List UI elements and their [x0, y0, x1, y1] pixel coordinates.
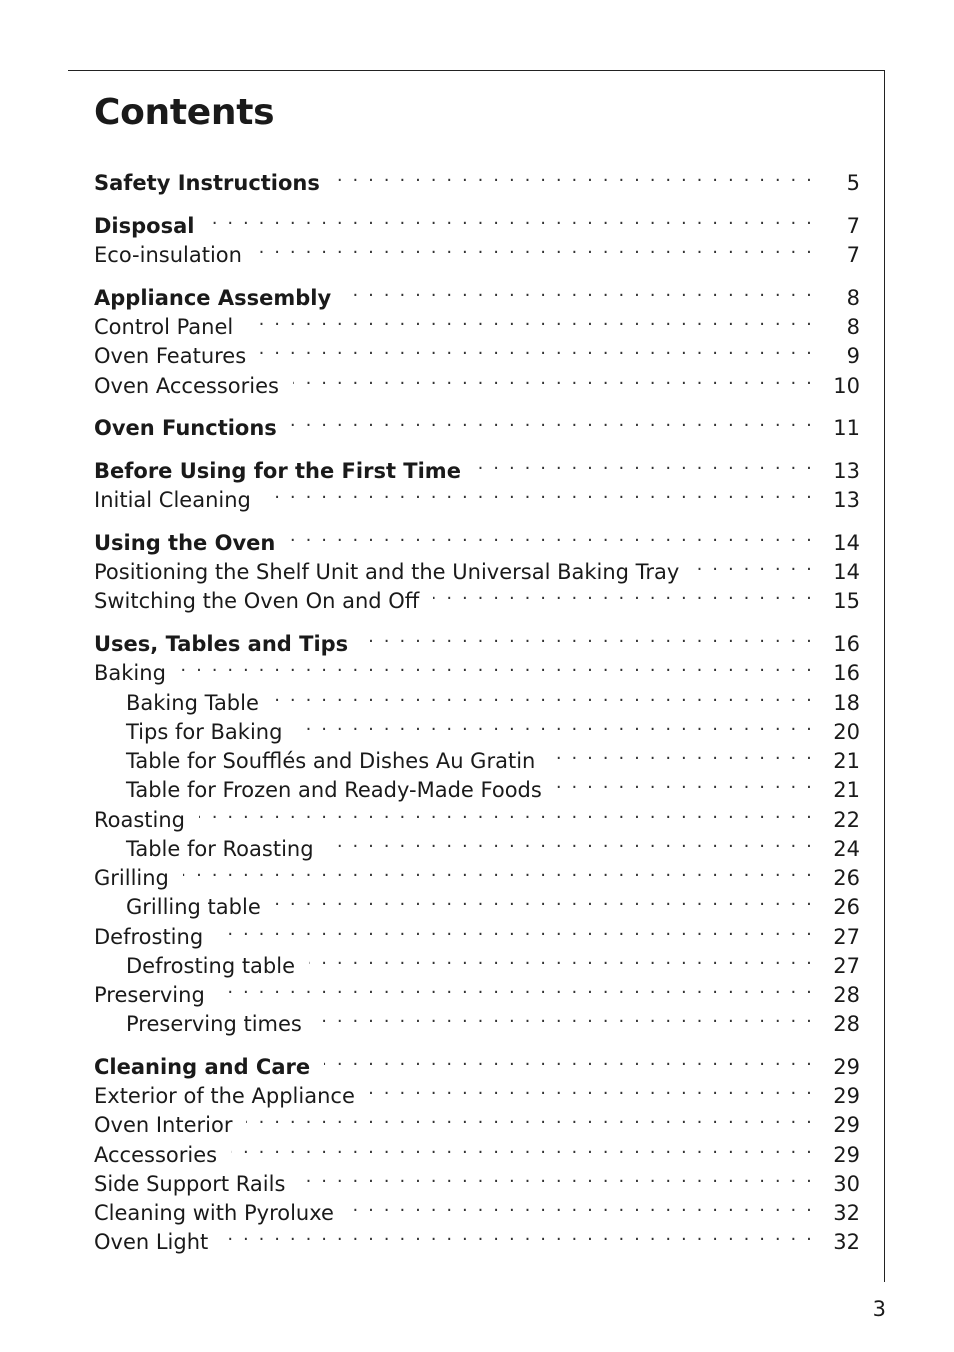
dot-leader — [256, 233, 814, 262]
dot-leader — [293, 364, 814, 393]
toc-entry-page: 26 — [833, 895, 860, 919]
toc-entry-label: Preserving — [94, 983, 205, 1007]
toc-entry-page: 29 — [833, 1055, 860, 1079]
dot-leader — [296, 710, 814, 739]
toc-entry-label: Table for Soufflés and Dishes Au Gratin — [126, 749, 536, 773]
toc-entry-page: 11 — [833, 416, 860, 440]
toc-entry-oven-interior[interactable] — [94, 1103, 860, 1137]
dot-leader — [475, 449, 814, 478]
toc-entry-page: 28 — [833, 983, 860, 1007]
page-number: 3 — [872, 1297, 886, 1321]
toc-entry-label: Before Using for the First Time — [94, 459, 461, 483]
toc-entry-label: Using the Oven — [94, 531, 276, 555]
toc-entry-positioning-shelf[interactable] — [94, 550, 860, 584]
right-rule — [884, 70, 885, 1282]
toc-entry-label: Disposal — [94, 214, 195, 238]
toc-entry-label: Defrosting table — [126, 954, 296, 978]
toc-entry-label: Safety Instructions — [94, 171, 320, 195]
dot-leader — [324, 1045, 814, 1074]
toc-entry-page: 27 — [833, 925, 860, 949]
dot-leader — [334, 161, 814, 190]
toc-entry-grilling-table[interactable] — [94, 885, 860, 919]
toc-entry-eco-insulation[interactable] — [94, 233, 860, 267]
dot-leader — [299, 1162, 814, 1191]
toc-entry-label: Defrosting — [94, 925, 204, 949]
toc-entry-page: 16 — [833, 632, 860, 656]
toc-entry-exterior[interactable] — [94, 1074, 860, 1108]
toc-entry-page: 22 — [833, 808, 860, 832]
toc-entry-label: Oven Functions — [94, 416, 277, 440]
toc-entry-disposal[interactable] — [94, 204, 860, 238]
toc-entry-cleaning-pyroluxe[interactable] — [94, 1191, 860, 1225]
toc-entry-label: Switching the Oven On and Off — [94, 589, 420, 613]
dot-leader — [291, 406, 814, 435]
toc-entry-page: 13 — [833, 488, 860, 512]
dot-leader — [693, 550, 814, 579]
toc-entry-page: 7 — [846, 243, 860, 267]
toc-entry-page: 26 — [833, 866, 860, 890]
toc-entry-side-support-rails[interactable] — [94, 1162, 860, 1196]
dot-leader — [316, 1002, 814, 1031]
page-title: Contents — [94, 92, 275, 133]
toc-entry-initial-cleaning[interactable] — [94, 478, 860, 512]
toc-entry-using-the-oven[interactable] — [94, 521, 860, 555]
toc-entry-page: 20 — [833, 720, 860, 744]
toc-entry-oven-accessories[interactable] — [94, 364, 860, 398]
toc-entry-label: Oven Light — [94, 1230, 209, 1254]
toc-entry-page: 32 — [833, 1230, 860, 1254]
toc-entry-switching-on-off[interactable] — [94, 579, 860, 613]
toc-entry-before-using[interactable] — [94, 449, 860, 483]
toc-entry-page: 8 — [846, 286, 860, 310]
toc-entry-oven-functions[interactable] — [94, 406, 860, 440]
toc-entry-appliance-assembly[interactable] — [94, 276, 860, 310]
toc-entry-label: Positioning the Shelf Unit and the Universal Baking Tray — [94, 560, 680, 584]
toc-entry-page: 24 — [833, 837, 860, 861]
dot-leader — [246, 1103, 814, 1132]
toc-entry-label: Oven Accessories — [94, 374, 279, 398]
toc-entry-defrosting[interactable] — [94, 915, 860, 949]
toc-entry-page: 15 — [833, 589, 860, 613]
toc-entry-label: Grilling table — [126, 895, 261, 919]
dot-leader — [345, 276, 814, 305]
dot-leader — [180, 651, 814, 680]
toc-entry-label: Baking — [94, 661, 166, 685]
toc-entry-label: Side Support Rails — [94, 1172, 286, 1196]
toc-entry-page: 27 — [833, 954, 860, 978]
toc-entry-page: 14 — [833, 560, 860, 584]
toc-entry-uses-tables-tips[interactable] — [94, 622, 860, 656]
toc-entry-label: Tips for Baking — [126, 720, 283, 744]
toc-entry-label: Oven Features — [94, 344, 247, 368]
dot-leader — [362, 622, 814, 651]
dot-leader — [260, 334, 814, 363]
toc-entry-label: Grilling — [94, 866, 169, 890]
dot-leader — [348, 1191, 814, 1220]
dot-leader — [183, 856, 814, 885]
toc-entry-label: Appliance Assembly — [94, 286, 332, 310]
toc-entry-oven-features[interactable] — [94, 334, 860, 368]
dot-leader — [328, 827, 814, 856]
dot-leader — [275, 885, 814, 914]
toc-entry-label: Oven Interior — [94, 1113, 233, 1137]
toc-entry-baking[interactable] — [94, 651, 860, 685]
toc-entry-defrosting-table[interactable] — [94, 944, 860, 978]
toc-entry-grilling[interactable] — [94, 856, 860, 890]
dot-leader — [219, 973, 814, 1002]
toc-entry-label: Roasting — [94, 808, 186, 832]
top-rule — [68, 70, 885, 71]
dot-leader — [265, 478, 814, 507]
dot-leader — [208, 204, 814, 233]
toc-entry-page: 9 — [846, 344, 860, 368]
toc-entry-tips-for-baking[interactable] — [94, 710, 860, 744]
dot-leader — [549, 739, 814, 768]
toc-entry-page: 16 — [833, 661, 860, 685]
toc-entry-page: 5 — [846, 171, 860, 195]
toc-entry-label: Control Panel — [94, 315, 234, 339]
toc-entry-page: 28 — [833, 1012, 860, 1036]
toc-entry-label: Eco-insulation — [94, 243, 242, 267]
toc-entry-page: 10 — [833, 374, 860, 398]
toc-entry-control-panel[interactable] — [94, 305, 860, 339]
toc-entry-page: 29 — [833, 1143, 860, 1167]
toc-entry-page: 18 — [833, 691, 860, 715]
toc-entry-label: Preserving times — [126, 1012, 302, 1036]
dot-leader — [369, 1074, 814, 1103]
toc-entry-table-for-roasting[interactable] — [94, 827, 860, 861]
dot-leader — [222, 1220, 814, 1249]
dot-leader — [217, 915, 814, 944]
dot-leader — [556, 768, 814, 797]
toc-entry-label: Cleaning with Pyroluxe — [94, 1201, 334, 1225]
toc-entry-page: 13 — [833, 459, 860, 483]
toc-entry-label: Uses, Tables and Tips — [94, 632, 349, 656]
toc-entry-souffles-au-gratin[interactable] — [94, 739, 860, 773]
toc-entry-label: Baking Table — [126, 691, 259, 715]
toc-entry-label: Accessories — [94, 1143, 218, 1167]
toc-entry-oven-light[interactable] — [94, 1220, 860, 1254]
toc-entry-page: 30 — [833, 1172, 860, 1196]
toc-entry-page: 14 — [833, 531, 860, 555]
toc-entry-label: Table for Frozen and Ready-Made Foods — [126, 778, 542, 802]
toc-entry-label: Exterior of the Appliance — [94, 1084, 355, 1108]
toc-entry-safety-instructions[interactable] — [94, 161, 860, 195]
toc-entry-preserving[interactable] — [94, 973, 860, 1007]
toc-entry-page: 21 — [833, 778, 860, 802]
toc-entry-label: Initial Cleaning — [94, 488, 251, 512]
dot-leader — [273, 681, 814, 710]
toc-entry-baking-table[interactable] — [94, 681, 860, 715]
dot-leader — [309, 944, 814, 973]
dot-leader — [231, 1133, 814, 1162]
toc-entry-page: 29 — [833, 1113, 860, 1137]
toc-entry-accessories[interactable] — [94, 1133, 860, 1167]
dot-leader — [199, 798, 814, 827]
dot-leader — [433, 579, 814, 608]
toc-entry-frozen-ready-made[interactable] — [94, 768, 860, 802]
toc-entry-roasting[interactable] — [94, 798, 860, 832]
toc-entry-preserving-times[interactable] — [94, 1002, 860, 1036]
dot-leader — [247, 305, 814, 334]
toc-entry-page: 32 — [833, 1201, 860, 1225]
toc-entry-label: Cleaning and Care — [94, 1055, 311, 1079]
toc-entry-page: 29 — [833, 1084, 860, 1108]
dot-leader — [289, 521, 814, 550]
toc-entry-page: 8 — [846, 315, 860, 339]
toc-entry-label: Table for Roasting — [126, 837, 314, 861]
toc-entry-page: 7 — [846, 214, 860, 238]
toc-entry-page: 21 — [833, 749, 860, 773]
toc-entry-cleaning-and-care[interactable] — [94, 1045, 860, 1079]
